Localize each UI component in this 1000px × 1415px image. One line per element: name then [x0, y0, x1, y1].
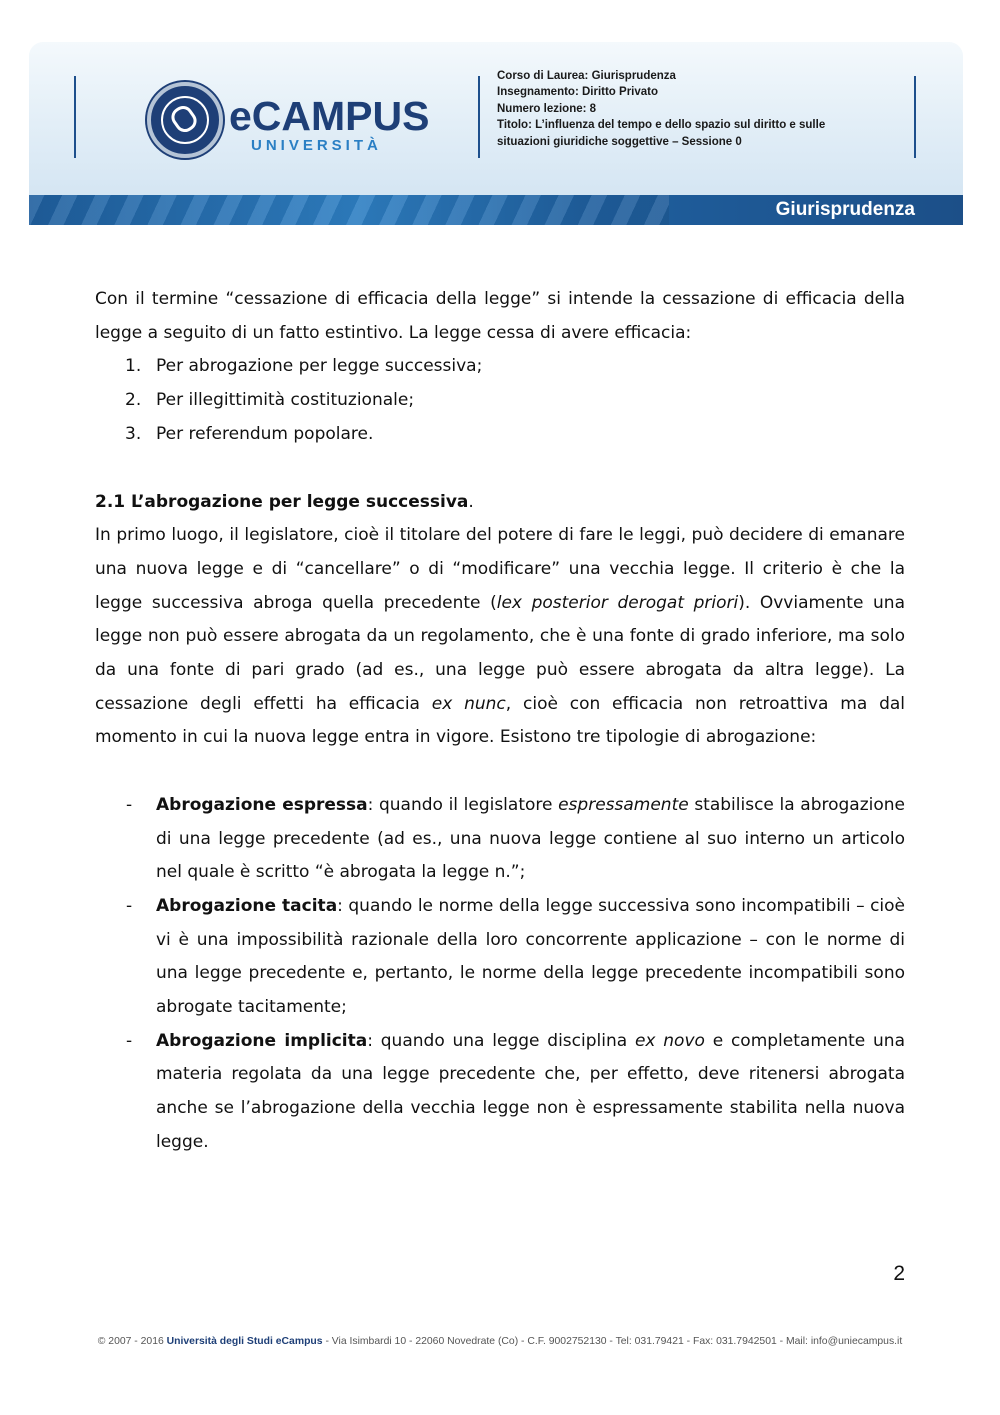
list-item: [95, 890, 905, 1025]
logo-brand-text: eCAMPUS: [229, 93, 430, 139]
type-italic: ex novo: [634, 1030, 705, 1051]
paragraph-text: ). Ovviamente una legge non può essere abrogata da un regolamento, che è una fonte di grado inferiore, ma solo da una fonte di pari grado (ad es., una legge può essere abrogata da altra legge). La cessazione degli effetti ha efficacia: [95, 592, 905, 714]
intro-paragraph: Con il termine “cessazione di efficacia della legge” si intende la cessazione di efficacia della legge a seguito di un fatto estintivo. La legge cessa di avere efficacia:: [95, 289, 905, 343]
course-info-line: Titolo: L’influenza del tempo e dello spazio sul diritto e sulle: [497, 119, 826, 132]
course-info-line: Insegnamento: Diritto Privato: [497, 86, 659, 99]
list-dash: -: [126, 1030, 133, 1051]
ecampus-logo-icon: [147, 82, 223, 158]
causes-list: [95, 350, 905, 451]
abrogation-types-list: [95, 789, 905, 1160]
type-title: Abrogazione espressa: [156, 794, 368, 815]
type-italic: espressamente: [558, 794, 689, 815]
latin-phrase: lex posterior derogat priori: [496, 592, 739, 613]
paragraph-text: , cioè con efficacia non retroattiva ma dal momento in cui la nuova legge entra in vigore. Esistono tre tipologie di abrogazione:: [95, 693, 906, 748]
type-text: : quando il legislatore: [367, 794, 559, 815]
header-divider-right: [914, 76, 916, 158]
list-text: Per illegittimità costituzionale;: [156, 390, 415, 411]
footer-org: Università degli Studi eCampus: [166, 1336, 323, 1347]
list-text: Per abrogazione per legge successiva;: [156, 356, 483, 377]
course-info-line: situazioni giuridiche soggettive – Sessione 0: [497, 135, 742, 148]
list-dash: -: [126, 895, 133, 916]
paragraph-text: In primo luogo, il legislatore, cioè il titolare del potere di fare le leggi, può decidere di emanare una nuova legge e di “cancellare” o di “modificare” una vecchia legge. Il criterio è che la legge successiva abroga quella precedente (: [95, 525, 905, 613]
header-divider-left: [74, 76, 76, 158]
list-number: 1.: [125, 356, 142, 377]
course-info: [497, 68, 917, 150]
type-title: Abrogazione implicita: [156, 1030, 368, 1051]
type-text: e completamente una materia regolata da una legge precedente che, per effetto, deve ritenersi abrogata anche se l’abrogazione della vecchia legge non è espressamente stabilita nella nuova legge.: [156, 1030, 905, 1152]
list-item: [95, 1025, 905, 1160]
list-text: Per referendum popolare.: [156, 423, 374, 444]
list-item: [95, 418, 905, 452]
list-number: 3.: [125, 423, 142, 444]
section-paragraph: [95, 519, 905, 755]
page-header: [29, 42, 963, 225]
page-number: 2: [893, 1262, 905, 1285]
course-info-line: Numero lezione: 8: [497, 102, 597, 115]
section-heading: [95, 486, 905, 520]
type-text: : quando una legge disciplina: [367, 1030, 635, 1051]
document-body: [95, 283, 905, 1160]
band-title: Giurisprudenza: [775, 199, 915, 220]
list-item: [95, 350, 905, 384]
list-item: [95, 789, 905, 890]
logo-subtitle: UNIVERSITÀ: [251, 137, 382, 154]
section-heading-text: 2.1 L’abrogazione per legge successiva: [95, 491, 469, 512]
type-title: Abrogazione tacita: [156, 895, 338, 916]
footer-copyright: © 2007 - 2016: [97, 1336, 167, 1347]
course-info-line: Corso di Laurea: Giurisprudenza: [497, 70, 676, 82]
header-band: [29, 195, 963, 225]
page-footer: [0, 1336, 1000, 1347]
type-text: stabilisce la abrogazione di una legge precedente (ad es., una nuova legge contiene al suo interno un articolo nel quale è scritto “è abrogata la legge n.”;: [156, 794, 905, 883]
latin-phrase: ex nunc: [431, 693, 506, 714]
list-dash: -: [126, 794, 133, 815]
header-divider-middle: [478, 76, 480, 158]
footer-contacts: - Via Isimbardi 10 - 22060 Novedrate (Co) - C.F. 9002752130 - Tel: 031.79421 - Fax: 031.7942501 - Mail: info@uniecampus.it: [322, 1336, 903, 1347]
list-item: [95, 384, 905, 418]
type-text: : quando le norme della legge successiva sono incompatibili – cioè vi è una impossibilità razionale della loro concorrente applicazione – con le norme di una legge precedente e, pertanto, le norme della legge precedente incompatibili sono abrogate tacitamente;: [156, 895, 905, 1018]
section-heading-dot: .: [468, 491, 474, 512]
list-number: 2.: [125, 390, 142, 411]
